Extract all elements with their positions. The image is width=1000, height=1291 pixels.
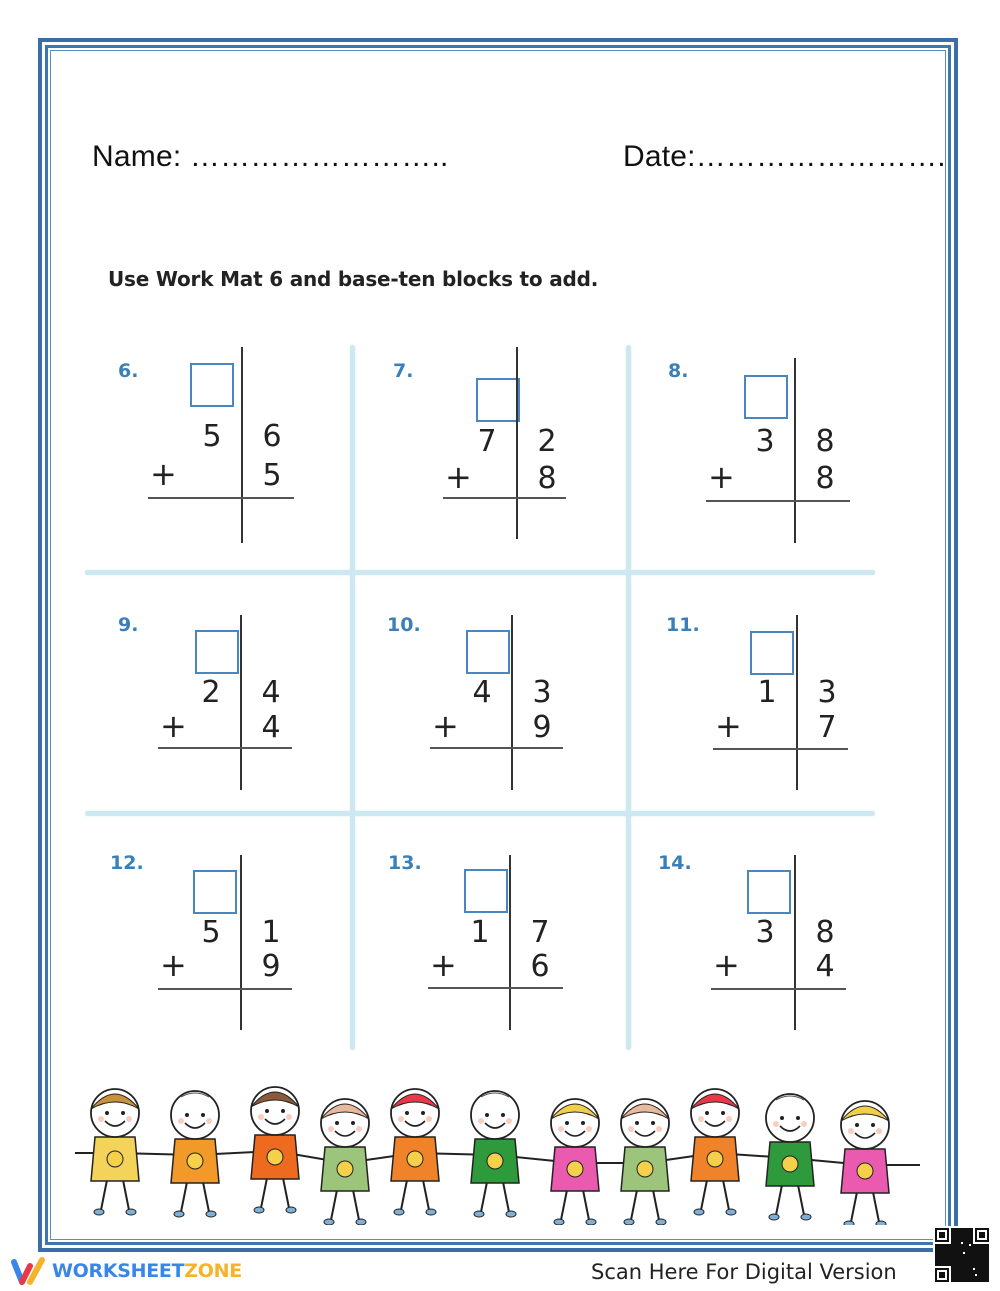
addend2-ones: 8 xyxy=(815,461,835,496)
problem-number: 14. xyxy=(658,852,692,874)
place-value-divider xyxy=(794,855,796,1030)
carry-box[interactable] xyxy=(190,363,234,407)
answer-tens-field[interactable] xyxy=(711,994,790,1030)
answer-ones-field[interactable] xyxy=(520,503,566,539)
problem-number: 9. xyxy=(118,614,139,636)
plus-sign: + xyxy=(430,946,457,984)
answer-ones-field[interactable] xyxy=(244,994,292,1030)
problem-number: 12. xyxy=(110,852,144,874)
addend2-ones: 5 xyxy=(262,458,282,493)
place-value-divider xyxy=(796,615,798,790)
answer-tens-field[interactable] xyxy=(443,503,512,539)
addend1-tens: 4 xyxy=(472,675,492,710)
plus-sign: + xyxy=(160,707,187,745)
place-value-divider xyxy=(509,855,511,1030)
addend2-ones: 4 xyxy=(261,710,281,745)
addend1-ones: 8 xyxy=(815,915,835,950)
addend2-ones: 9 xyxy=(532,710,552,745)
sum-line xyxy=(711,988,846,990)
sum-line xyxy=(428,987,563,989)
plus-sign: + xyxy=(150,455,177,493)
carry-box[interactable] xyxy=(466,630,510,674)
qr-code-icon[interactable] xyxy=(933,1226,991,1284)
addend1-tens: 3 xyxy=(755,915,775,950)
grid-divider-vertical-2 xyxy=(626,345,631,1050)
sum-line xyxy=(713,748,848,750)
place-value-divider xyxy=(516,347,518,539)
addend1-tens: 1 xyxy=(470,915,490,950)
plus-sign: + xyxy=(432,707,459,745)
addend1-ones: 6 xyxy=(262,419,282,454)
scan-prompt: Scan Here For Digital Version xyxy=(591,1260,897,1284)
answer-ones-field[interactable] xyxy=(515,753,563,789)
answer-ones-field[interactable] xyxy=(800,754,848,790)
worksheetzone-logo-icon xyxy=(10,1256,50,1288)
brand-name-part1: WORKSHEET xyxy=(52,1260,185,1282)
answer-ones-field[interactable] xyxy=(513,993,563,1029)
sum-line xyxy=(148,497,294,499)
carry-box[interactable] xyxy=(464,869,508,913)
sum-line xyxy=(706,500,850,502)
carry-box[interactable] xyxy=(193,870,237,914)
addend2-ones: 9 xyxy=(261,949,281,984)
grid-divider-vertical-1 xyxy=(350,345,355,1050)
plus-sign: + xyxy=(160,946,187,984)
place-value-divider xyxy=(241,347,243,543)
problem-number: 13. xyxy=(388,852,422,874)
answer-tens-field[interactable] xyxy=(158,994,236,1030)
addend2-ones: 8 xyxy=(537,461,557,496)
carry-box[interactable] xyxy=(476,378,520,422)
answer-tens-field[interactable] xyxy=(430,753,507,789)
carry-box[interactable] xyxy=(750,631,794,675)
addend2-ones: 6 xyxy=(530,949,550,984)
plus-sign: + xyxy=(715,707,742,745)
answer-ones-field[interactable] xyxy=(798,994,846,1030)
sum-line xyxy=(430,747,563,749)
answer-ones-field[interactable] xyxy=(244,753,292,789)
addend1-tens: 5 xyxy=(202,419,222,454)
problem-number: 7. xyxy=(393,360,414,382)
carry-box[interactable] xyxy=(195,630,239,674)
brand-name-part2: ZONE xyxy=(184,1260,242,1282)
sum-line xyxy=(158,747,292,749)
problem-number: 10. xyxy=(387,614,421,636)
place-value-divider xyxy=(794,358,796,543)
addend1-tens: 1 xyxy=(757,675,777,710)
name-field-label: Name: …………………….. xyxy=(92,140,449,173)
problem-number: 6. xyxy=(118,360,139,382)
grid-divider-horizontal-1 xyxy=(85,570,875,575)
answer-tens-field[interactable] xyxy=(158,753,236,789)
addend1-ones: 3 xyxy=(817,675,837,710)
addend1-tens: 3 xyxy=(755,424,775,459)
addend1-ones: 7 xyxy=(530,915,550,950)
place-value-divider xyxy=(511,615,513,790)
problem-number: 11. xyxy=(666,614,700,636)
answer-tens-field[interactable] xyxy=(428,993,505,1029)
addend1-tens: 2 xyxy=(201,675,221,710)
instructions: Use Work Mat 6 and base-ten blocks to add. xyxy=(108,267,599,291)
addend1-ones: 8 xyxy=(815,424,835,459)
plus-sign: + xyxy=(713,946,740,984)
brand-name[interactable] xyxy=(52,1260,242,1282)
plus-sign: + xyxy=(445,458,472,496)
sum-line xyxy=(158,988,292,990)
carry-box[interactable] xyxy=(744,375,788,419)
addend2-ones: 4 xyxy=(815,949,835,984)
addend1-tens: 5 xyxy=(201,915,221,950)
addend1-ones: 1 xyxy=(261,915,281,950)
addend1-ones: 2 xyxy=(537,424,557,459)
problem-number: 8. xyxy=(668,360,689,382)
answer-tens-field[interactable] xyxy=(148,503,237,539)
answer-ones-field[interactable] xyxy=(798,506,850,542)
carry-box[interactable] xyxy=(747,870,791,914)
place-value-divider xyxy=(240,855,242,1030)
addend1-ones: 3 xyxy=(532,675,552,710)
addend1-tens: 7 xyxy=(477,424,497,459)
grid-divider-horizontal-2 xyxy=(85,811,875,816)
answer-ones-field[interactable] xyxy=(245,503,294,539)
plus-sign: + xyxy=(708,458,735,496)
children-holding-hands-illustration xyxy=(70,1075,930,1225)
addend2-ones: 7 xyxy=(817,710,837,745)
sum-line xyxy=(443,497,566,499)
place-value-divider xyxy=(240,615,242,790)
date-field-label: Date:……………………. xyxy=(623,140,946,173)
answer-tens-field[interactable] xyxy=(713,754,792,790)
addend1-ones: 4 xyxy=(261,675,281,710)
answer-tens-field[interactable] xyxy=(706,506,790,542)
